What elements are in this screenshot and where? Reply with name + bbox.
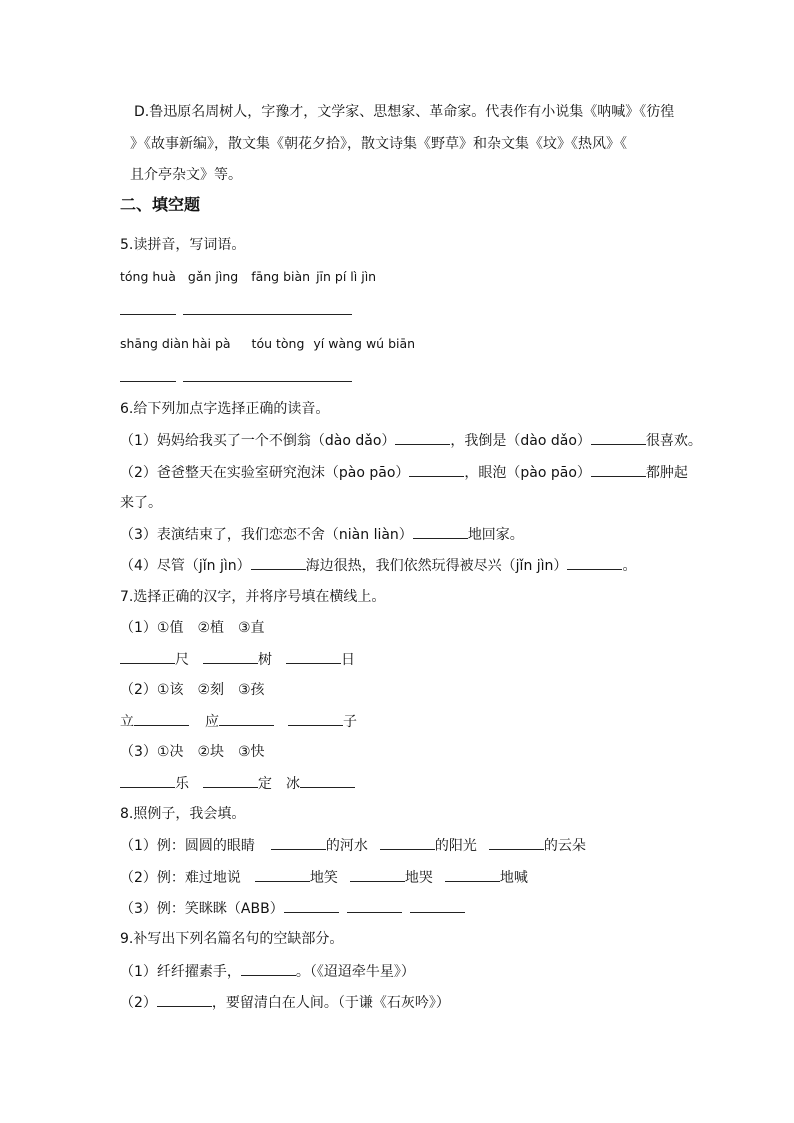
q8-word: 的河水 [325, 838, 368, 854]
answer-blank[interactable] [380, 835, 435, 850]
q8-word: 的阳光 [434, 838, 477, 854]
q6-item-4 [120, 555, 636, 576]
q8-item-3 [120, 898, 465, 919]
q6-item-4-text: （4）尽管（jǐn jìn） [120, 558, 251, 574]
q4-option-d-line1: D.鲁迅原名周树人，字豫才，文学家、思想家、革命家。代表作有小说集《呐喊》《彷徨 [134, 104, 675, 120]
q8-example: （3）例：笑眯眯（ABB） [120, 901, 284, 917]
answer-blank[interactable] [395, 430, 450, 445]
answer-blank[interactable] [300, 773, 355, 788]
answer-blank[interactable] [271, 835, 326, 850]
q9-item-2 [120, 992, 450, 1013]
answer-blank[interactable] [296, 367, 352, 382]
q9-text: ，要留清白在人间。（于谦《石灰吟》） [211, 995, 450, 1011]
answer-blank[interactable] [284, 898, 339, 913]
q8-word: 地喊 [499, 870, 528, 886]
q7-group-1-answers [120, 649, 355, 670]
answer-blank[interactable] [567, 555, 622, 570]
q7-group-3-answers [120, 773, 355, 794]
q5-answer-row-2 [120, 367, 352, 388]
answer-blank[interactable] [288, 711, 343, 726]
q6-item-3 [120, 524, 524, 545]
answer-blank[interactable] [219, 711, 274, 726]
q6-item-1-text: （1）妈妈给我买了一个不倒翁（dào dǎo） [120, 433, 396, 449]
pinyin-item: tóng huà [120, 269, 176, 284]
q7-word: 子 [343, 714, 357, 730]
answer-blank[interactable] [413, 524, 468, 539]
q8-item-2 [120, 867, 528, 888]
q6-item-1 [120, 430, 702, 451]
pinyin-item: yí wàng wú biān [313, 336, 416, 351]
q6-item-1-text: ，我倒是（dào dǎo） [450, 433, 591, 449]
answer-blank[interactable] [591, 430, 646, 445]
answer-blank[interactable] [157, 992, 212, 1007]
answer-blank[interactable] [183, 300, 239, 315]
q6-item-4-text: 。 [622, 558, 637, 574]
q7-word: 尺 [175, 652, 189, 668]
q9-title: 9.补写出下列名篇名句的空缺部分。 [120, 931, 344, 947]
answer-blank[interactable] [120, 367, 176, 382]
pinyin-item: gǎn jìng [187, 269, 239, 284]
q6-item-2-text: 都肿起 [645, 465, 688, 481]
q8-word: 的云朵 [543, 838, 586, 854]
answer-blank[interactable] [286, 649, 341, 664]
q5-title: 5.读拼音，写词语。 [120, 237, 246, 253]
q6-item-4-text: 海边很热，我们依然玩得被尽兴（jǐn jìn） [305, 558, 568, 574]
q9-text: （1）纤纤擢素手， [120, 964, 241, 980]
pinyin-item: shāng diàn [120, 336, 189, 351]
pinyin-item: fāng biàn [251, 269, 311, 284]
answer-blank[interactable] [251, 555, 306, 570]
answer-blank[interactable] [409, 462, 464, 477]
q8-item-1 [120, 835, 586, 856]
q7-group-1-options: （1）①值 ②植 ③直 [120, 620, 265, 636]
q9-text: 。（《迢迢牵牛星》） [295, 964, 415, 980]
q6-title: 6.给下列加点字选择正确的读音。 [120, 401, 330, 417]
q7-word: 乐 [175, 776, 189, 792]
q7-group-2-options: （2）①该 ②刻 ③孩 [120, 682, 265, 698]
answer-blank[interactable] [347, 898, 402, 913]
q6-item-1-text: 很喜欢。 [645, 433, 702, 449]
q7-word: 日 [341, 652, 355, 668]
q5-pinyin-row-2 [120, 334, 415, 354]
answer-blank[interactable] [134, 711, 189, 726]
q4-option-d-line3: 且介亭杂文》等。 [130, 167, 242, 183]
q7-word: 立 [120, 714, 134, 730]
q7-title: 7.选择正确的汉字，并将序号填在横线上。 [120, 589, 386, 605]
q7-word: 定 [258, 776, 272, 792]
answer-blank[interactable] [445, 867, 500, 882]
q6-item-2 [120, 462, 688, 483]
q7-word: 树 [258, 652, 272, 668]
answer-blank[interactable] [183, 367, 239, 382]
answer-blank[interactable] [410, 898, 465, 913]
answer-blank[interactable] [120, 773, 175, 788]
answer-blank[interactable] [120, 649, 175, 664]
q8-title: 8.照例子，我会填。 [120, 806, 246, 822]
answer-blank[interactable] [203, 649, 258, 664]
q8-word: 地哭 [404, 870, 433, 886]
answer-blank[interactable] [296, 300, 352, 315]
q7-group-2-answers [120, 711, 357, 732]
q7-word: 冰 [286, 776, 300, 792]
answer-blank[interactable] [489, 835, 544, 850]
q6-item-3-text: （3）表演结束了，我们恋恋不舍（niàn liàn） [120, 527, 413, 543]
answer-blank[interactable] [350, 867, 405, 882]
q9-text: （2） [120, 995, 157, 1011]
answer-blank[interactable] [591, 462, 646, 477]
q5-answer-row-1 [120, 300, 352, 321]
q7-word: 应 [205, 714, 219, 730]
answer-blank[interactable] [203, 773, 258, 788]
answer-blank[interactable] [255, 867, 310, 882]
q5-pinyin-row-1 [120, 267, 376, 287]
answer-blank[interactable] [241, 961, 296, 976]
pinyin-item: jīn pí lì jìn [316, 269, 377, 284]
q7-group-3-options: （3）①决 ②块 ③快 [120, 744, 265, 760]
q8-word: 地笑 [309, 870, 338, 886]
pinyin-item: hài pà [191, 336, 231, 351]
q6-item-3-text: 地回家。 [467, 527, 524, 543]
answer-blank[interactable] [120, 300, 176, 315]
q8-example: （1）例：圆圆的眼睛 [120, 838, 255, 854]
q6-item-2-text: ，眼泡（pào pāo） [464, 465, 591, 481]
q4-option-d-line2: 》《故事新编》，散文集《朝花夕拾》，散文诗集《野草》和杂文集《坟》《热风》《 [130, 136, 627, 152]
q6-item-2-text: （2）爸爸整天在实验室研究泡沫（pào pāo） [120, 465, 410, 481]
answer-blank[interactable] [239, 367, 296, 382]
answer-blank[interactable] [239, 300, 296, 315]
pinyin-item: tóu tòng [251, 336, 305, 351]
q9-item-1 [120, 961, 415, 982]
q6-item-2-cont: 来了。 [120, 495, 162, 511]
section-heading-fill-in: 二、填空题 [120, 195, 201, 214]
q8-example: （2）例：难过地说 [120, 870, 241, 886]
